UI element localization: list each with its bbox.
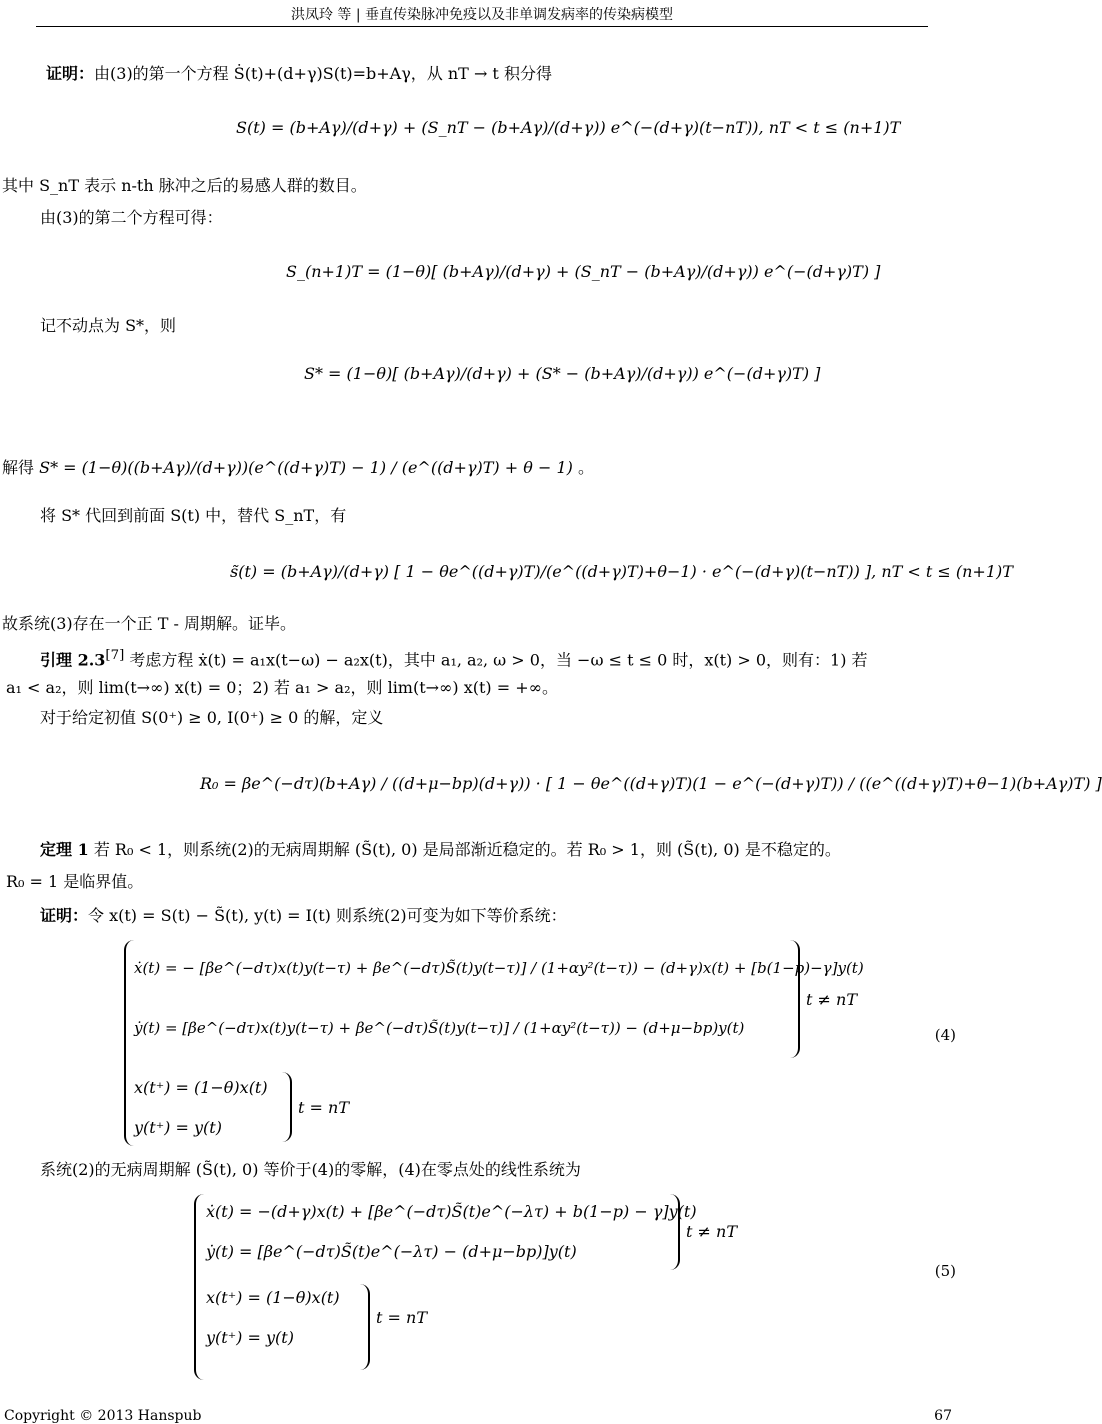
- initial-value-paragraph: 对于给定初值 S(0⁺) ≥ 0, I(0⁺) ≥ 0 的解，定义: [40, 708, 384, 727]
- lemma-ref: [7]: [105, 648, 125, 663]
- lemma-line2: a₁ < a₂，则 lim(t→∞) x(t) = 0；2) 若 a₁ > a₂，则 lim(t→∞) x(t) = +∞。: [6, 678, 558, 697]
- system4-cond1: t ≠ nT: [806, 990, 857, 1009]
- equation-S-star: S* = (1−θ)[ (b+Aγ)/(d+γ) + (S* − (b+Aγ)/(d+γ)) e^(−(d+γ)T) ]: [304, 364, 821, 383]
- proof1-paragraph: [46, 64, 552, 84]
- system4-yplus: y(t⁺) = y(t): [134, 1118, 222, 1137]
- snT-paragraph: 其中 S_nT 表示 n-th 脉冲之后的易感人群的数目。: [2, 176, 367, 195]
- theorem-line1: [40, 840, 841, 860]
- periodic-paragraph: 故系统(3)存在一个正 T - 周期解。证毕。: [2, 614, 297, 633]
- running-header: 洪凤玲 等 | 垂直传染脉冲免疫以及非单调发病率的传染病模型: [290, 7, 674, 23]
- system4-xplus: x(t⁺) = (1−θ)x(t): [134, 1078, 268, 1097]
- footer-copyright: Copyright © 2013 Hanspub: [4, 1408, 202, 1424]
- theorem-line2: R₀ = 1 是临界值。: [6, 872, 144, 891]
- header-rule: [36, 26, 928, 27]
- solve-paragraph: [2, 458, 594, 478]
- second-equation-paragraph: 由(3)的第二个方程可得：: [40, 208, 223, 227]
- footer-page-number: 67: [934, 1408, 952, 1424]
- lemma-text-1: 考虑方程 ẋ(t) = a₁x(t−ω) − a₂x(t)，其中 a₁, a₂, ω > 0，当 −ω ≤ t ≤ 0 时，x(t) > 0，则有：1) 若: [129, 650, 868, 670]
- system4-number: (4): [934, 1026, 956, 1044]
- equation-s-tilde: s̃(t) = (b+Aγ)/(d+γ) [ 1 − θe^((d+γ)T)/(e^((d+γ)T)+θ−1) · e^(−(d+γ)(t−nT)) ], nT < t ≤ (n+1)T: [230, 562, 1013, 581]
- system4-left-brace: [124, 940, 134, 1146]
- system5-left-brace: [194, 1194, 204, 1380]
- proof1-lead: 证明：: [46, 64, 95, 83]
- zero-solution-paragraph: 系统(2)的无病周期解 (S̃(t), 0) 等价于(4)的零解，(4)在零点处的线性系统为: [40, 1160, 581, 1179]
- theorem-title: 定理 1: [40, 840, 89, 859]
- proof1-text: 由(3)的第一个方程 Ṡ(t)+(d+γ)S(t)=b+Aγ，从 nT → t 积分得: [94, 64, 552, 83]
- system5-yplus: y(t⁺) = y(t): [206, 1328, 294, 1347]
- system4-cond2: t = nT: [298, 1098, 349, 1117]
- system5-cond1: t ≠ nT: [686, 1222, 737, 1241]
- system4-right-brace-lower: [282, 1072, 292, 1142]
- theorem-text-1: 若 R₀ < 1，则系统(2)的无病周期解 (S̃(t), 0) 是局部渐近稳定的。若 R₀ > 1，则 (S̃(t), 0) 是不稳定的。: [93, 840, 841, 859]
- proof2-lead: 证明：: [40, 906, 89, 925]
- fixed-point-paragraph: 记不动点为 S*，则: [40, 316, 177, 335]
- solve-prefix: 解得: [2, 458, 35, 477]
- system4-ydot: ẏ(t) = [βe^(−dτ)x(t)y(t−τ) + βe^(−dτ)S̃(t)y(t−τ)] / (1+αy²(t−τ)) − (d+μ−bp)y(t): [134, 1019, 745, 1037]
- equation-S-t: S(t) = (b+Aγ)/(d+γ) + (S_nT − (b+Aγ)/(d+γ)) e^(−(d+γ)(t−nT)), nT < t ≤ (n+1)T: [236, 118, 901, 137]
- system5-xplus: x(t⁺) = (1−θ)x(t): [206, 1288, 340, 1307]
- proof2-paragraph: [40, 906, 567, 926]
- system5-right-brace-lower: [360, 1284, 370, 1370]
- lemma-title: 引理 2.3: [40, 650, 106, 670]
- equation-R0: R₀ = βe^(−dτ)(b+Aγ) / ((d+μ−bp)(d+γ)) · [ 1 − θe^((d+γ)T)(1 − e^(−(d+γ)T)) / ((e^((d+γ)T)+θ−1)(b+Aγ)T) ]: [200, 774, 1102, 793]
- substitute-paragraph: 将 S* 代回到前面 S(t) 中，替代 S_nT，有: [40, 506, 347, 525]
- system5-xdot: ẋ(t) = −(d+γ)x(t) + [βe^(−dτ)S̃(t)e^(−λτ) + b(1−p) − γ]y(t): [206, 1202, 697, 1221]
- equation-S-star-solution: S* = (1−θ)((b+Aγ)/(d+γ))(e^((d+γ)T) − 1) / (e^((d+γ)T) + θ − 1): [39, 458, 573, 477]
- lemma-line1: [40, 646, 868, 670]
- solve-suffix: 。: [577, 458, 594, 477]
- system5-number: (5): [934, 1262, 956, 1280]
- system5-cond2: t = nT: [376, 1308, 427, 1327]
- proof2-text: 令 x(t) = S(t) − S̃(t), y(t) = I(t) 则系统(2)可变为如下等价系统：: [88, 906, 567, 925]
- system5-ydot: ẏ(t) = [βe^(−dτ)S̃(t)e^(−λτ) − (d+μ−bp)]y(t): [206, 1242, 577, 1261]
- system4-xdot: ẋ(t) = − [βe^(−dτ)x(t)y(t−τ) + βe^(−dτ)S̃(t)y(t−τ)] / (1+αy²(t−τ)) − (d+γ)x(t) + [b(1−p)−γ]y(t): [134, 959, 864, 977]
- equation-S-n1T: S_(n+1)T = (1−θ)[ (b+Aγ)/(d+γ) + (S_nT − (b+Aγ)/(d+γ)) e^(−(d+γ)T) ]: [286, 262, 881, 281]
